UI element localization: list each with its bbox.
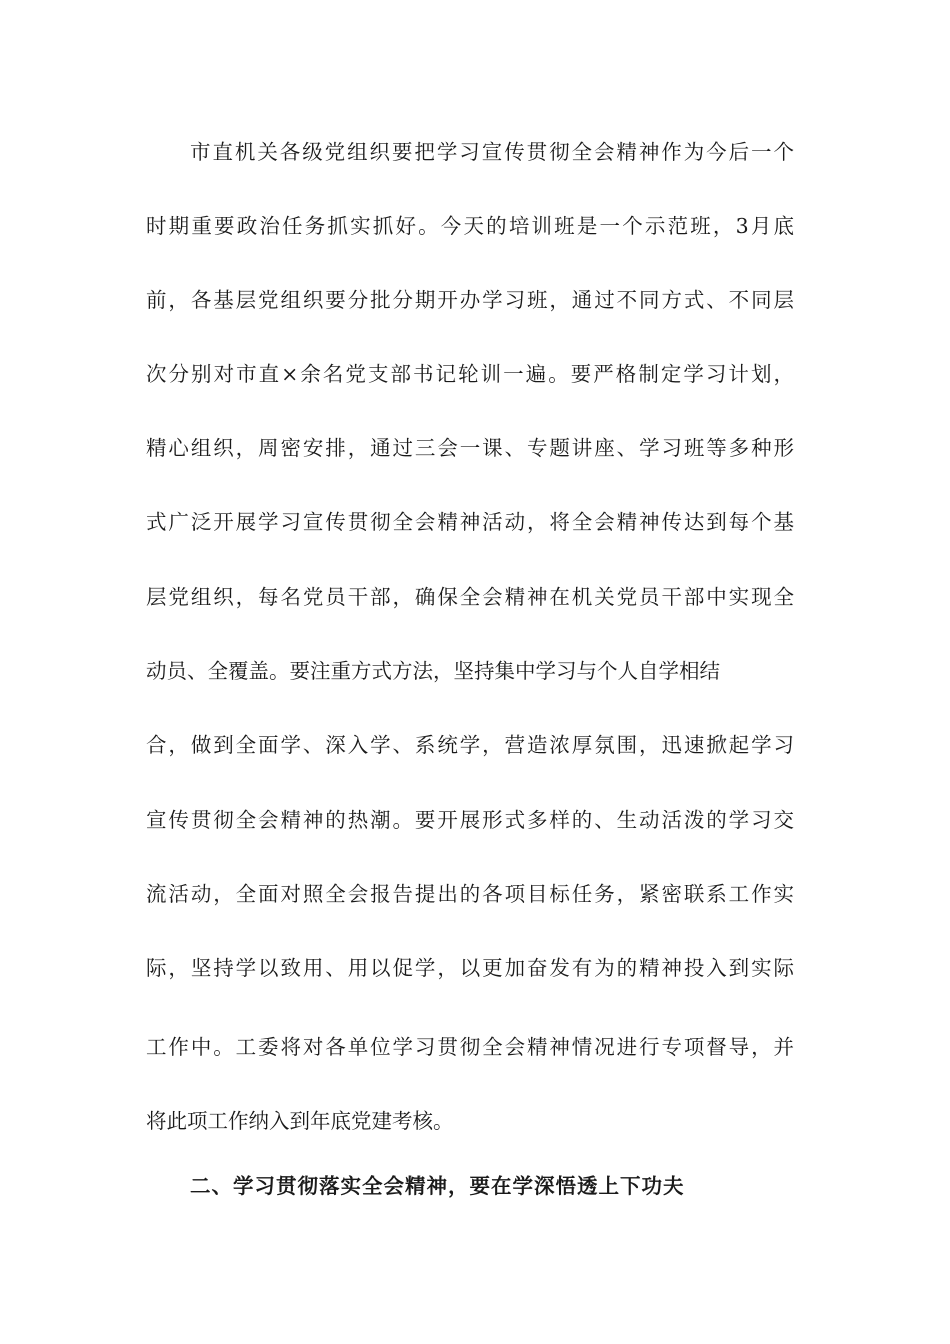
section-heading: 二、学习贯彻落实全会精神，要在学深悟透上下功夫 — [190, 1174, 685, 1198]
paragraph-line: 市直机关各级党组织要把学习宣传贯彻全会精神作为今后一个 — [190, 140, 794, 164]
paragraph-line: 合，做到全面学、深入学、系统学，营造浓厚氛围，迅速掀起学习 — [146, 733, 794, 757]
paragraph-line: 层党组织，每名党员干部，确保全会精神在机关党员干部中实现全 — [146, 585, 794, 609]
paragraph-line: 时期重要政治任务抓实抓好。今天的培训班是一个示范班，3月底 — [146, 214, 794, 238]
paragraph-line: 动员、全覆盖。要注重方式方法，坚持集中学习与个人自学相结 — [146, 659, 720, 683]
paragraph-line: 流活动，全面对照全会报告提出的各项目标任务，紧密联系工作实 — [146, 882, 794, 906]
paragraph-line: 际，坚持学以致用、用以促学，以更加奋发有为的精神投入到实际 — [146, 956, 794, 980]
paragraph-line: 工作中。工委将对各单位学习贯彻全会精神情况进行专项督导，并 — [146, 1035, 794, 1059]
paragraph-line: 式广泛开展学习宣传贯彻全会精神活动，将全会精神传达到每个基 — [146, 510, 794, 534]
paragraph-line: 次分别对市直×余名党支部书记轮训一遍。要严格制定学习计划， — [146, 362, 794, 386]
paragraph-line: 宣传贯彻全会精神的热潮。要开展形式多样的、生动活泼的学习交 — [146, 808, 794, 832]
paragraph-line: 前，各基层党组织要分批分期开办学习班，通过不同方式、不同层 — [146, 288, 794, 312]
paragraph-line: 精心组织，周密安排，通过三会一课、专题讲座、学习班等多种形 — [146, 436, 794, 460]
paragraph-line: 将此项工作纳入到年底党建考核。 — [146, 1109, 454, 1133]
